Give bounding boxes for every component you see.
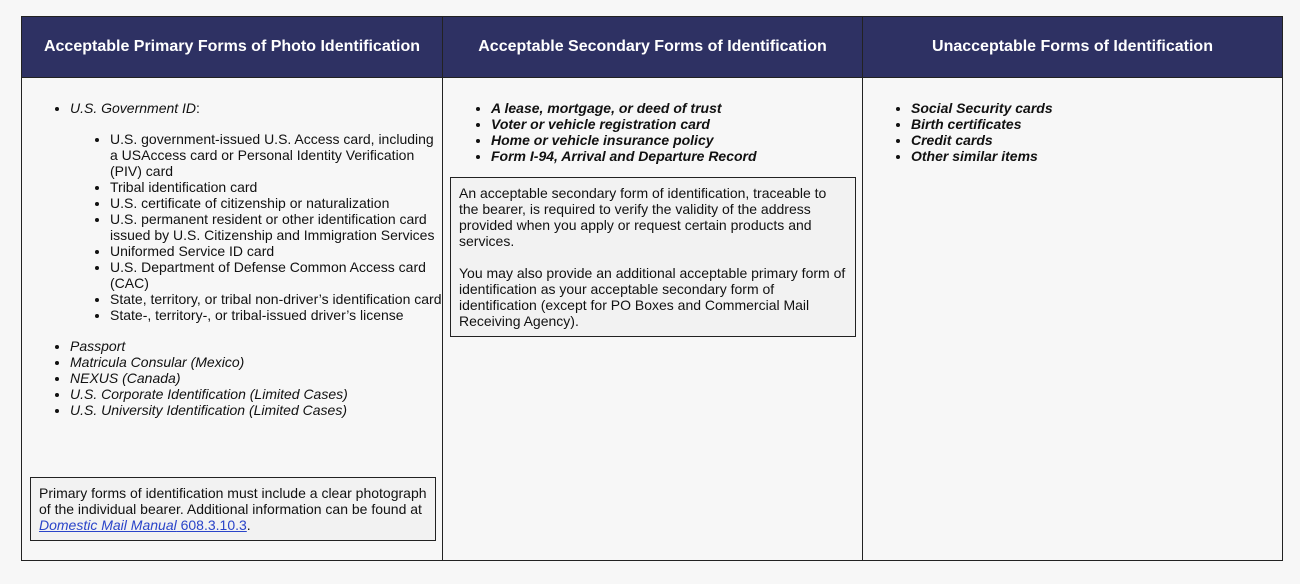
secondary-list xyxy=(443,100,862,164)
list-item: • Voter or vehicle registration card xyxy=(491,116,862,132)
unacceptable-list xyxy=(863,100,1282,164)
id-forms-table xyxy=(21,16,1283,561)
list-item: • Form I-94, Arrival and Departure Record xyxy=(491,148,862,164)
secondary-column xyxy=(443,78,863,560)
list-item: • Birth certificates xyxy=(911,116,1282,132)
list-item: • U.S. Department of Defense Common Access card (CAC) xyxy=(110,259,442,291)
gov-id-label: U.S. Government ID xyxy=(70,100,197,116)
list-item: • Uniformed Service ID card xyxy=(110,243,442,259)
list-item: • Credit cards xyxy=(911,132,1282,148)
primary-note-end: . xyxy=(246,517,251,533)
list-item: • Tribal identification card xyxy=(110,179,442,195)
gov-id-colon: : xyxy=(196,100,200,116)
domestic-mail-manual-link[interactable] xyxy=(39,517,247,533)
list-item: • U.S. permanent resident or other identification card issued by U.S. Citizenship and Immigration Services xyxy=(110,211,442,243)
unacceptable-column xyxy=(863,78,1282,560)
list-item: • A lease, mortgage, or deed of trust xyxy=(491,100,862,116)
list-item: • Other similar items xyxy=(911,148,1282,164)
header-primary: Acceptable Primary Forms of Photo Identification xyxy=(22,17,443,78)
header-unacceptable: Unacceptable Forms of Identification xyxy=(863,17,1282,78)
gov-id-sublist xyxy=(70,131,442,323)
primary-note xyxy=(30,477,436,541)
primary-column xyxy=(22,78,443,560)
list-item: • Matricula Consular (Mexico) xyxy=(70,354,442,370)
list-item: • U.S. Corporate Identification (Limited Cases) xyxy=(70,386,442,402)
list-item: • NEXUS (Canada) xyxy=(70,370,442,386)
list-item: • Home or vehicle insurance policy xyxy=(491,132,862,148)
primary-list xyxy=(22,100,442,418)
secondary-note-p2: You may also provide an additional acceptable primary form of identification as your acceptable secondary form of identification (except for PO Boxes and Commercial Mail Receiving Agency). xyxy=(459,265,846,329)
list-item: • State-, territory-, or tribal-issued driver’s license xyxy=(110,307,442,323)
list-item: • U.S. University Identification (Limited Cases) xyxy=(70,402,442,418)
primary-note-text: Primary forms of identification must include a clear photograph of the individual bearer. Additional information can be found at xyxy=(39,485,427,517)
list-item: • State, territory, or tribal non-driver’s identification card xyxy=(110,291,442,307)
list-item: • U.S. certificate of citizenship or naturalization xyxy=(110,195,442,211)
link-italic-text: Domestic Mail Manual xyxy=(39,517,177,533)
secondary-note-p1: An acceptable secondary form of identification, traceable to the bearer, is required to verify the validity of the address provided when you apply or request certain products and services. xyxy=(459,185,827,249)
list-item: • Passport xyxy=(70,338,442,354)
list-item xyxy=(70,100,442,323)
list-item: • Social Security cards xyxy=(911,100,1282,116)
list-item: • U.S. government-issued U.S. Access card, including a USAccess card or Personal Identity Verification (PIV) card xyxy=(110,131,442,179)
link-rest-text: 608.3.10.3 xyxy=(176,517,247,533)
header-secondary: Acceptable Secondary Forms of Identification xyxy=(443,17,863,78)
secondary-note xyxy=(450,177,856,337)
